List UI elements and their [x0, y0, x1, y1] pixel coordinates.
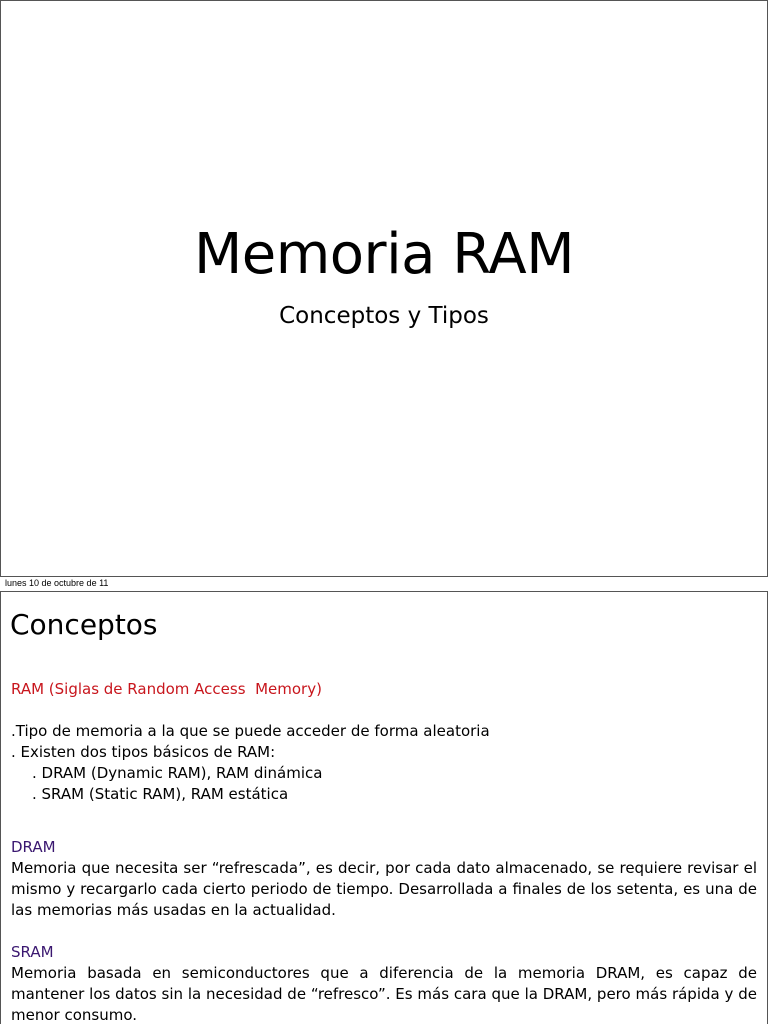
ram-definition: RAM (Siglas de Random Access Memory) [11, 680, 322, 698]
sram-section [11, 942, 757, 1024]
ram-subpoint-sram: . SRAM (Static RAM), RAM estática [32, 785, 289, 803]
ram-subpoint-dram: . DRAM (Dynamic RAM), RAM dinámica [32, 764, 323, 782]
ram-points-list [11, 721, 757, 805]
ram-point-2: . Existen dos tipos básicos de RAM: [11, 743, 276, 761]
slide-date-caption: lunes 10 de octubre de 11 [5, 578, 109, 588]
dram-description: Memoria que necesita ser “refrescada”, es decir, por cada dato almacenado, se requiere revisar el mismo y recargarlo cada cierto periodo de tiempo. Desarrollada a finales de los setenta, es una de las memorias más usadas en la actualidad. [11, 859, 757, 919]
dram-label: DRAM [11, 838, 56, 856]
sram-label: SRAM [11, 943, 54, 961]
dram-section [11, 837, 757, 921]
slide-subtitle: Conceptos y Tipos [279, 303, 489, 329]
ram-point-1: .Tipo de memoria a la que se puede acceder de forma aleatoria [11, 722, 490, 740]
concepts-slide [0, 591, 768, 1024]
concepts-heading: Conceptos [10, 608, 158, 641]
slide-title: Memoria RAM [193, 222, 575, 287]
sram-description: Memoria basada en semiconductores que a diferencia de la memoria DRAM, es capaz de mantener los datos sin la necesidad de “refresco”. Es más cara que la DRAM, pero más rápida y de menor consumo. [11, 964, 757, 1024]
